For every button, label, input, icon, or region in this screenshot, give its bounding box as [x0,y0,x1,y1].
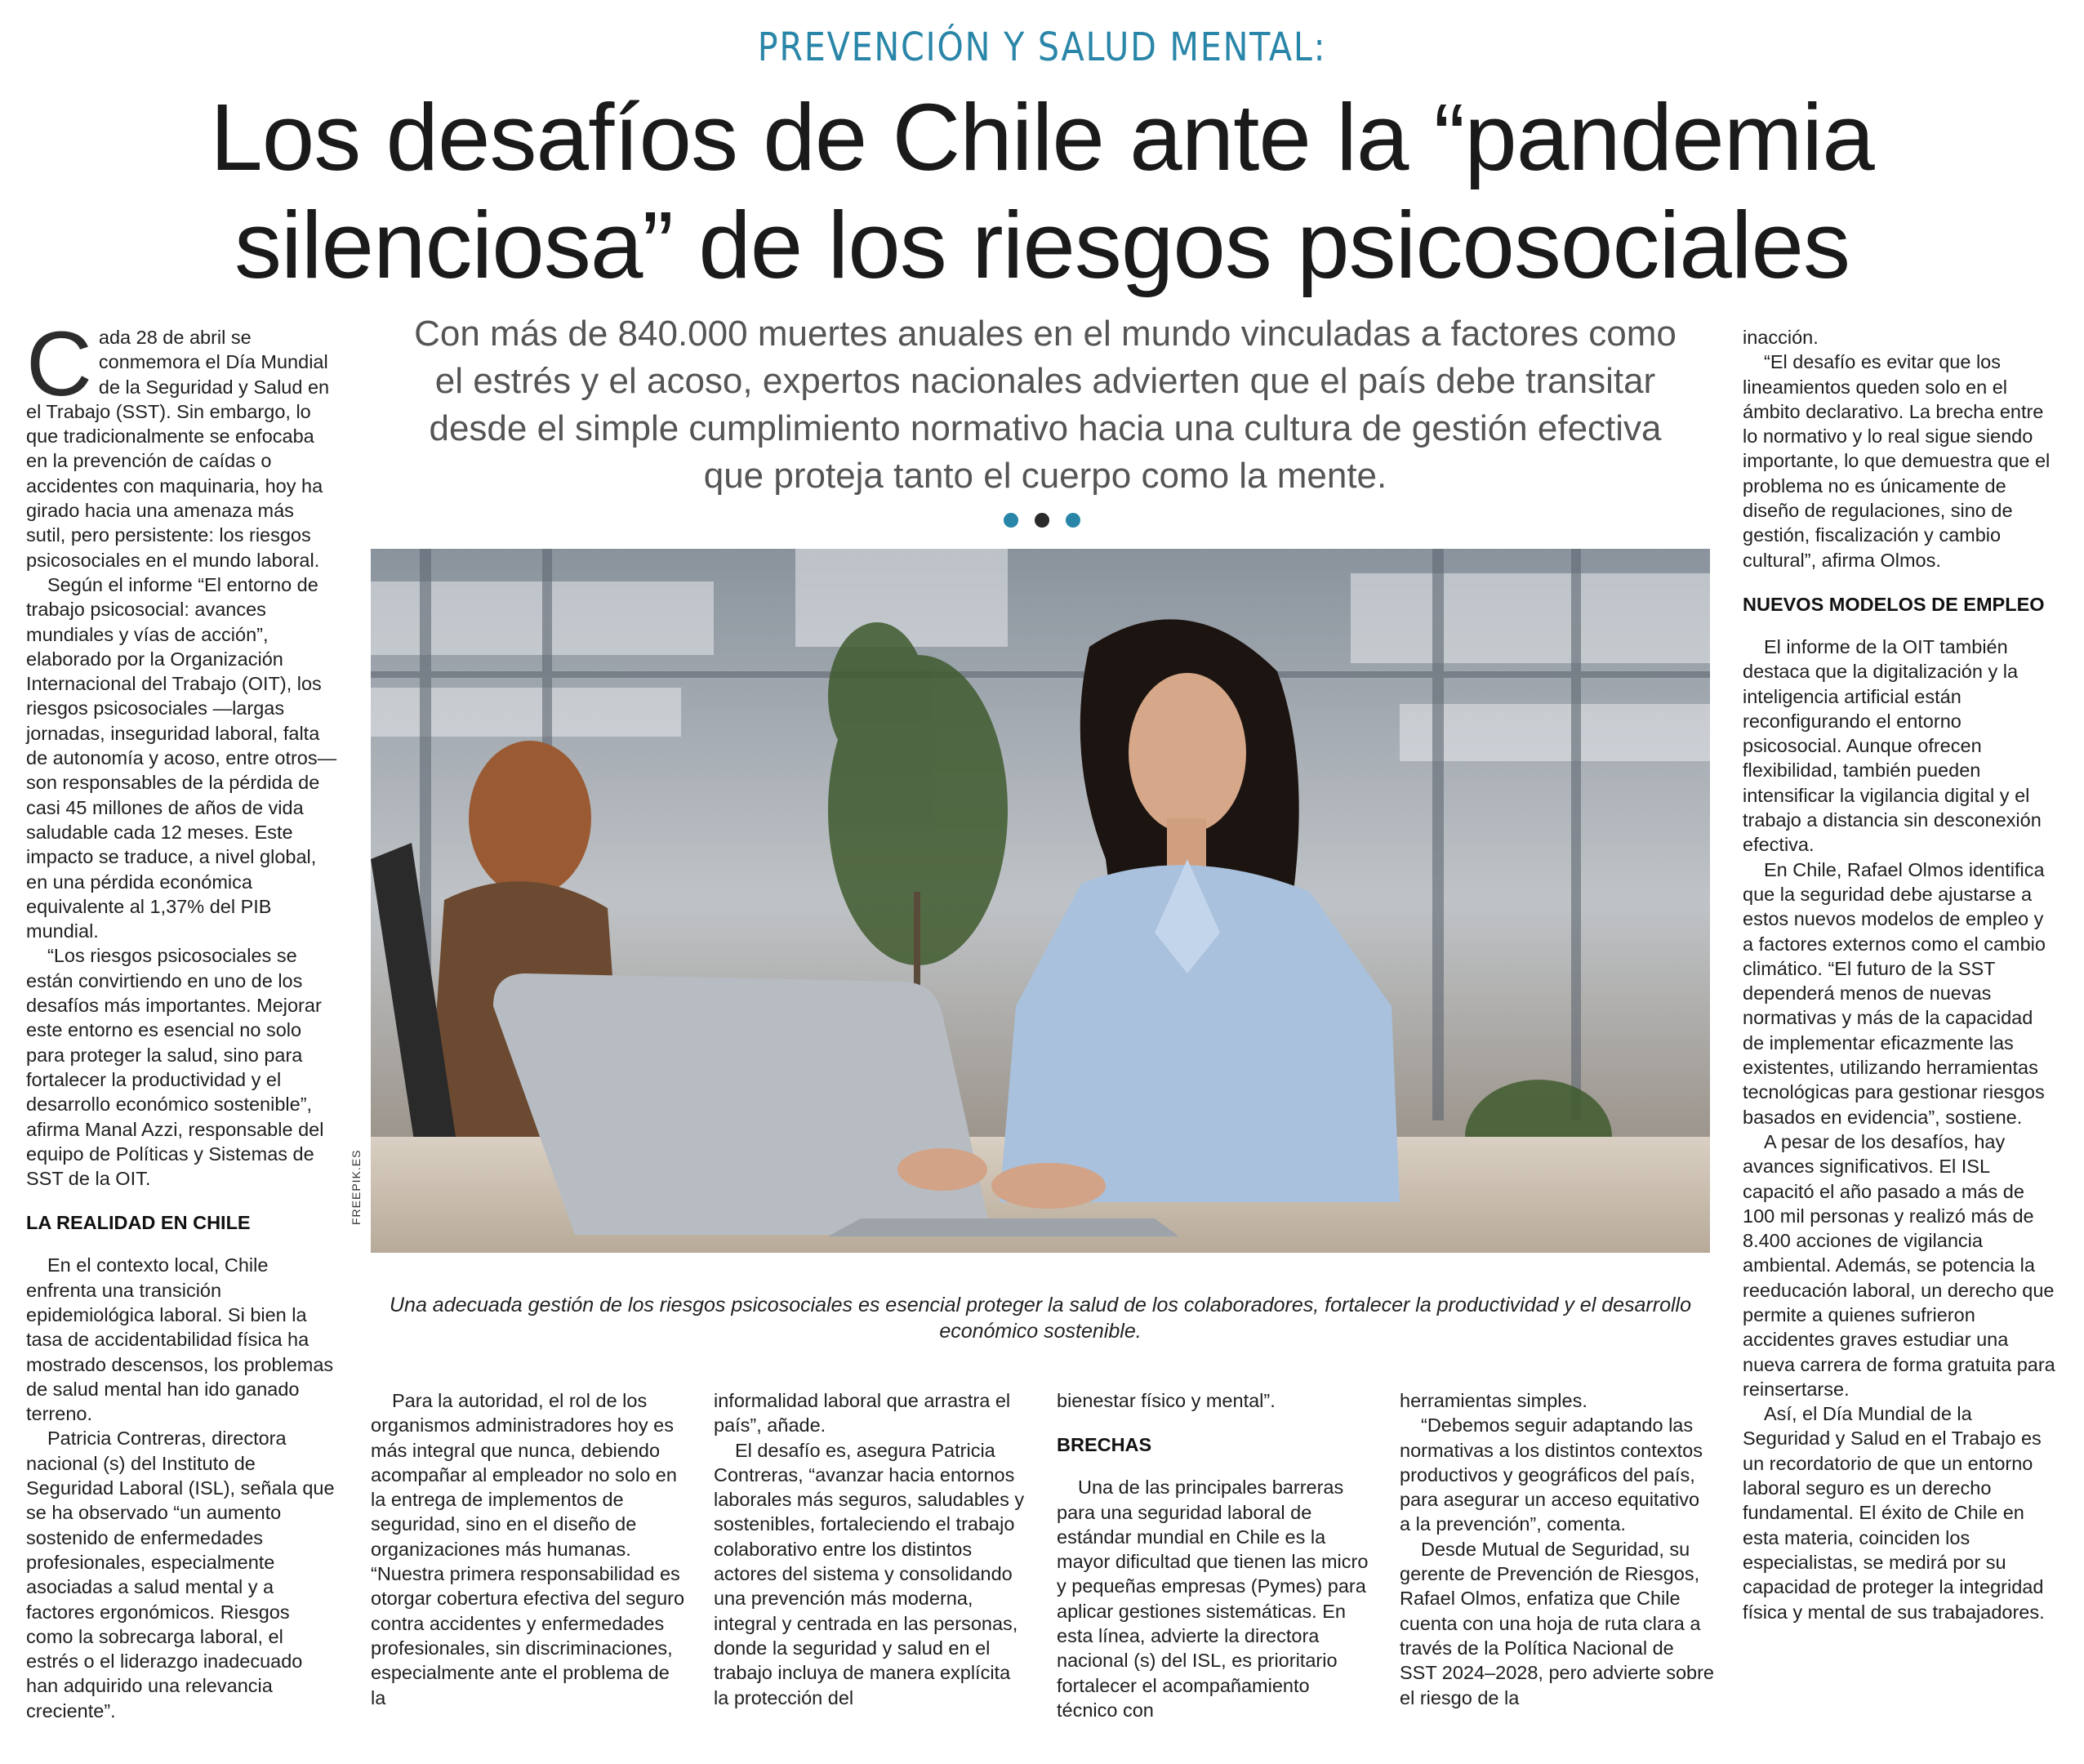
column-1 [26,313,338,1723]
paragraph: Patricia Contreras, directora nacional (s) del Instituto de Seguridad Laboral (ISL), señala que se ha observado “un aumento sostenido de enfermedades profesionales, especialmente asociadas a salud mental y a factores ergonómicos. Riesgos como la sobrecarga laboral, el estrés o el liderazgo inadecuado han adquirido una relevancia creciente”. [26,1428,335,1722]
subheading-nuevos-modelos-de-empleo: NUEVOS MODELOS DE EMPLEO [1743,593,2045,615]
headline-line-1: Los desafíos de Chile ante la “pandemia [210,84,1874,190]
headline [98,83,1986,299]
paragraph: herramientas simples. [1400,1390,1587,1411]
office-woman-laptop-image [371,549,1710,1253]
photo-caption: Una adecuada gestión de los riesgos psicosociales es esencial proteger la salud de los colaboradores, fortalecer la productividad y el desarrollo económico sostenible. [390,1294,1691,1343]
paragraph: A pesar de los desafíos, hay avances significativos. El ISL capacitó el año pasado a más de 100 mil personas y realizó más de 8.400 acciones de vigilancia ambiental. Además, se potencia la reeducación laboral, un derecho que permite a quienes sufrieron accidentes graves estudiar una nueva carrera de forma gratuita para reinsertarse. [1743,1130,2055,1400]
subheading-brechas: BRECHAS [1057,1434,1152,1456]
column-4 [1057,1388,1371,1722]
deck-line-3: desde el simple cumplimiento normativo hacia una cultura de gestión efectiva [429,408,1662,448]
paragraph: inacción. [1743,327,1819,348]
photo-credit: FREEPIK.ES [350,1149,363,1225]
paragraph: Así, el Día Mundial de la Seguridad y Salud en el Trabajo es un recordatorio de que un entorno laboral seguro es un derecho fundamental. El éxito de Chile en esta materia, coinciden los especialistas, se medirá por su capacidad de proteger la integridad física y mental de sus trabajadores. [1743,1403,2045,1623]
dot-3 [1066,513,1080,528]
deck-line-4: que proteja tanto el cuerpo como la mente. [703,456,1387,496]
paragraph: En Chile, Rafael Olmos identifica que la seguridad debe ajustarse a estos nuevos modelos de empleo y a factores externos como el cambio climático. “El futuro de la SST dependerá menos de nuevas normativas y más de la capacidad de implementar eficazmente las existentes, utilizando herramientas tecnológicas para gestionar riesgos basados en evidencia”, sostiene. [1743,858,2046,1128]
column-6 [1743,325,2058,1624]
headline-line-2: silenciosa” de los riesgos psicosociales [234,192,1850,298]
paragraph: El informe de la OIT también destaca que la digitalización y la inteligencia artificial están reconfigurando el entorno psicosocial. Aunque ofrecen flexibilidad, también pueden intensificar la vigilancia digital y el trabajo a distancia sin desconexión efectiva. [1743,635,2042,856]
article-photo [371,549,1710,1253]
deck-line-1: Con más de 840.000 muertes anuales en el mundo vinculadas a factores como [414,314,1677,354]
section-kicker: PREVENCIÓN Y SALUD MENTAL: [757,24,1327,70]
paragraph: “Debemos seguir adaptando las normativas a los distintos contextos productivos y geográficos del país, para asegurar un acceso equitativo a la prevención”, comenta. [1400,1414,1703,1535]
paragraph: Desde Mutual de Seguridad, su gerente de Prevención de Riesgos, Rafael Olmos, enfatiza que Chile cuenta con una hoja de ruta clara a través de la Política Nacional de SST 2024–2028, pero advierte sobre el riesgo de la [1400,1538,1714,1708]
column-3 [714,1388,1028,1710]
paragraph: Según el informe “El entorno de trabajo psicosocial: avances mundiales y vías de acción”, elaborado por la Organización Internacional del Trabajo (OIT), los riesgos psicosociales —largas jornadas, inseguridad laboral, falta de autonomía y acoso, entre otros— son responsables de la pérdida de casi 45 millones de años de vida saludable cada 12 meses. Este impacto se traduce, a nivel global, en una pérdida económica equivalente al 1,37% del PIB mundial. [26,573,337,942]
dot-1 [1004,513,1018,528]
deck-subtitle [367,310,1723,500]
paragraph: En el contexto local, Chile enfrenta una transición epidemiológica laboral. Si bien la tasa de accidentabilidad física ha mostrado descensos, los problemas de salud mental han ido ganado terreno. [26,1254,334,1425]
drop-cap: C [26,313,92,415]
paragraph: Cada 28 de abril se conmemora el Día Mundial de la Seguridad y Salud en el Trabajo (SST). Sin embargo, lo que tradicionalmente se enfocaba en la prevención de caídas o accidentes con maquinaria, hoy ha girado hacia una amenaza más sutil, pero persistente: los riesgos psicosociales en el mundo laboral. [26,313,330,571]
subheading-la-realidad-en-chile: LA REALIDAD EN CHILE [26,1212,251,1234]
dot-2 [1035,513,1049,528]
column-5 [1400,1388,1714,1710]
paragraph: informalidad laboral que arrastra el país”, añade. [714,1390,1011,1437]
paragraph: bienestar físico y mental”. [1057,1390,1276,1411]
paragraph: “Los riesgos psicosociales se están convirtiendo en uno de los desafíos más importantes. Mejorar este entorno es esencial no solo para proteger la salud, sino para fortalecer la productividad y el desarrollo económico sostenible”, afirma Manal Azzi, responsable del equipo de Políticas y Sistemas de SST de la OIT. [26,945,324,1190]
paragraph: Para la autoridad, el rol de los organismos administradores hoy es más integral que nunca, debiendo acompañar al empleador no solo en la entrega de implementos de seguridad, sino en el diseño de organizaciones más humanas. “Nuestra primera responsabilidad es otorgar cobertura efectiva del seguro contra accidentes y enfermedades profesionales, sin discriminaciones, especialmente ante el problema de la [371,1390,685,1708]
column-2 [371,1388,685,1710]
paragraph: Una de las principales barreras para una seguridad laboral de estándar mundial en Chile es la mayor dificultad que tienen las micro y pequeñas empresas (Pymes) para aplicar gestiones sistemáticas. En esta línea, advierte la directora nacional (s) del ISL, es prioritario fortalecer el acompañamiento técnico con [1057,1477,1369,1721]
paragraph: El desafío es, asegura Patricia Contreras, “avanzar hacia entornos laborales más seguros, saludables y sostenibles, fortaleciendo el trabajo colaborativo entre los distintos actores del sistema y consolidando una prevención más moderna, integral y centrada en las personas, donde la seguridad y salud en el trabajo incluya de manera explícita la protección del [714,1439,1025,1708]
paragraph: “El desafío es evitar que los lineamientos queden solo en el ámbito declarativo. La brecha entre lo normativo y lo real sigue siendo importante, lo que demuestra que el problema no es únicamente de diseño de regulaciones, sino de gestión, fiscalización y cambio cultural”, afirma Olmos. [1743,351,2051,571]
deck-line-2: el estrés y el acoso, expertos nacionales advierten que el país debe transitar [434,361,1656,401]
